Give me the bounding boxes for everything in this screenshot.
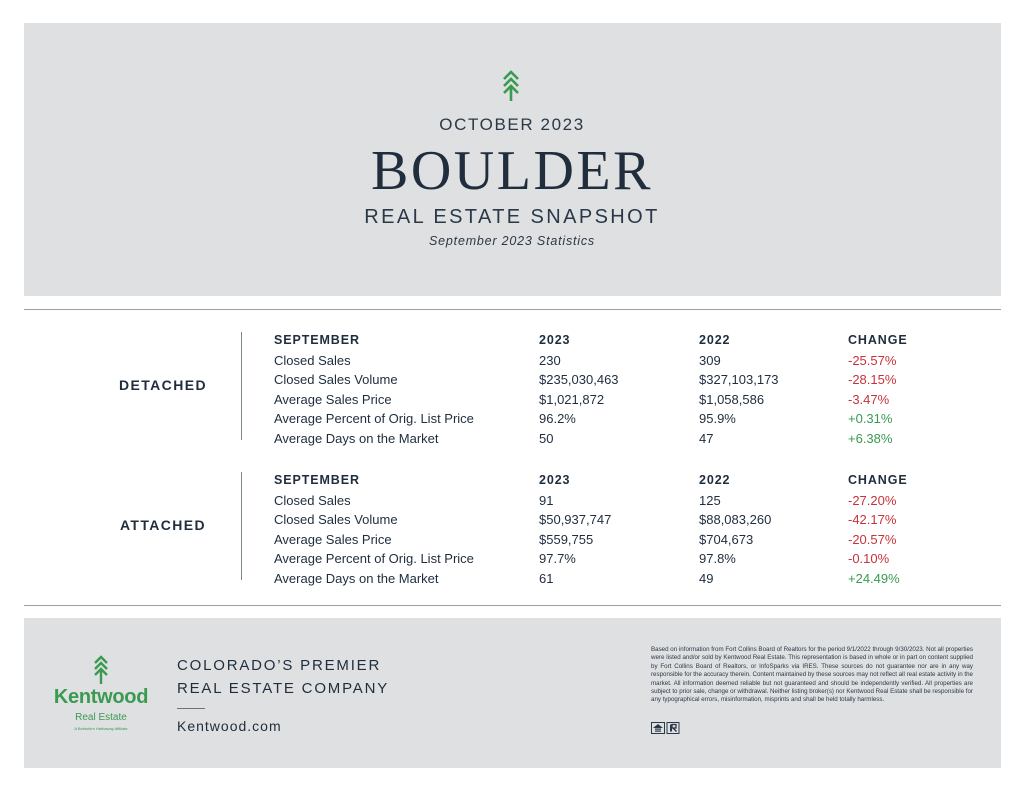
column-header: 2023 bbox=[539, 333, 571, 347]
metric-label: Closed Sales bbox=[274, 492, 351, 508]
website-link[interactable]: Kentwood.com bbox=[177, 718, 282, 734]
table-header-row bbox=[274, 333, 954, 353]
table-row bbox=[274, 372, 954, 392]
section-label-attached: ATTACHED bbox=[119, 517, 207, 533]
metric-label: Closed Sales Volume bbox=[274, 372, 398, 387]
change-value: -20.57% bbox=[848, 531, 897, 547]
table-header-row bbox=[274, 473, 954, 493]
change-value: -42.17% bbox=[848, 512, 897, 527]
metric-label: Average Days on the Market bbox=[274, 430, 439, 446]
column-header: SEPTEMBER bbox=[274, 473, 360, 487]
value-2023: $50,937,747 bbox=[539, 512, 612, 527]
report-subtitle: September 2023 Statistics bbox=[429, 234, 595, 248]
bottom-divider bbox=[24, 605, 1001, 606]
metric-label: Average Percent of Orig. List Price bbox=[274, 411, 474, 426]
tagline-line-1: COLORADO’S PREMIER bbox=[177, 657, 382, 674]
brand-subtitle: Real Estate bbox=[75, 712, 127, 723]
value-2023: 61 bbox=[539, 570, 554, 586]
value-2022: 309 bbox=[699, 352, 721, 368]
column-header: 2022 bbox=[699, 473, 731, 487]
equal-housing-realtor-icon bbox=[651, 722, 681, 734]
change-value: -3.47% bbox=[848, 391, 890, 407]
tree-chevrons-icon bbox=[501, 70, 521, 102]
tagline-line-2: REAL ESTATE COMPANY bbox=[177, 680, 390, 697]
value-2023: $235,030,463 bbox=[539, 372, 619, 387]
table-row bbox=[274, 392, 954, 412]
change-value: -25.57% bbox=[848, 352, 897, 368]
report-title: REAL ESTATE SNAPSHOT bbox=[364, 206, 660, 228]
top-divider bbox=[24, 309, 1001, 310]
stats-table-detached bbox=[274, 333, 954, 450]
table-row bbox=[274, 431, 954, 451]
value-2023: 96.2% bbox=[539, 411, 576, 426]
change-value: +6.38% bbox=[848, 430, 893, 446]
change-value: +0.31% bbox=[848, 411, 893, 426]
value-2022: $704,673 bbox=[699, 531, 754, 547]
section-label-detached: DETACHED bbox=[119, 377, 207, 393]
change-value: -0.10% bbox=[848, 551, 890, 566]
value-2022: 49 bbox=[699, 570, 714, 586]
metric-label: Average Days on the Market bbox=[274, 570, 439, 586]
change-value: -27.20% bbox=[848, 492, 897, 508]
table-row bbox=[274, 512, 954, 532]
column-header: 2023 bbox=[539, 473, 571, 487]
tree-chevrons-icon bbox=[92, 655, 110, 685]
metric-label: Closed Sales Volume bbox=[274, 512, 398, 527]
table-row bbox=[274, 411, 954, 431]
value-2023: 230 bbox=[539, 352, 561, 368]
column-header: CHANGE bbox=[848, 333, 908, 347]
value-2022: 47 bbox=[699, 430, 714, 446]
table-row bbox=[274, 551, 954, 571]
table-row bbox=[274, 353, 954, 373]
change-value: -28.15% bbox=[848, 372, 897, 387]
value-2022: $1,058,586 bbox=[699, 391, 765, 407]
disclaimer-text: Based on information from Fort Collins Board of Realtors for the period 9/1/2022 through 9/30/2023. Not all properties were listed and/or sold by Kentwood Real Estate. This representation is based in whole or in part on content supplied by Fort Collins Board of Realtors, or InfoSparks via IRES. These sources do not guarantee nor are in any way responsible for the accuracy therein. Content maintained by these sources may not reflect all real estate activity in the market. All information deemed reliable but not guaranteed and should be independently verified. All properties are subject to prior sale, change or withdrawal. Neither listing broker(s) nor Kentwood Real Estate shall be responsible for any typographical errors, misinformation, misprints and shall be held totally harmless. bbox=[651, 646, 973, 704]
value-2023: $559,755 bbox=[539, 531, 594, 547]
table-row bbox=[274, 493, 954, 513]
section-divider-attached bbox=[241, 472, 242, 580]
tagline-rule bbox=[177, 708, 205, 709]
metric-label: Average Sales Price bbox=[274, 391, 392, 407]
metric-label: Average Percent of Orig. List Price bbox=[274, 551, 474, 566]
value-2022: 125 bbox=[699, 492, 721, 508]
metric-label: Average Sales Price bbox=[274, 531, 392, 547]
value-2022: 95.9% bbox=[699, 411, 736, 426]
metric-label: Closed Sales bbox=[274, 352, 351, 368]
column-header: CHANGE bbox=[848, 473, 908, 487]
value-2022: $327,103,173 bbox=[699, 372, 779, 387]
value-2022: $88,083,260 bbox=[699, 512, 772, 527]
brand-name: Kentwood bbox=[53, 686, 149, 708]
value-2023: 91 bbox=[539, 492, 554, 508]
table-row bbox=[274, 532, 954, 552]
value-2023: $1,021,872 bbox=[539, 391, 605, 407]
column-header: 2022 bbox=[699, 333, 731, 347]
section-divider-detached bbox=[241, 332, 242, 440]
value-2022: 97.8% bbox=[699, 551, 736, 566]
city-title: BOULDER bbox=[371, 140, 653, 202]
column-header: SEPTEMBER bbox=[274, 333, 360, 347]
change-value: +24.49% bbox=[848, 570, 900, 586]
value-2023: 50 bbox=[539, 430, 554, 446]
table-row bbox=[274, 571, 954, 591]
stats-table-attached bbox=[274, 473, 954, 590]
brand-affiliate: A Berkshire Hathaway Affiliate bbox=[74, 726, 128, 731]
report-month: OCTOBER 2023 bbox=[439, 115, 585, 134]
value-2023: 97.7% bbox=[539, 551, 576, 566]
